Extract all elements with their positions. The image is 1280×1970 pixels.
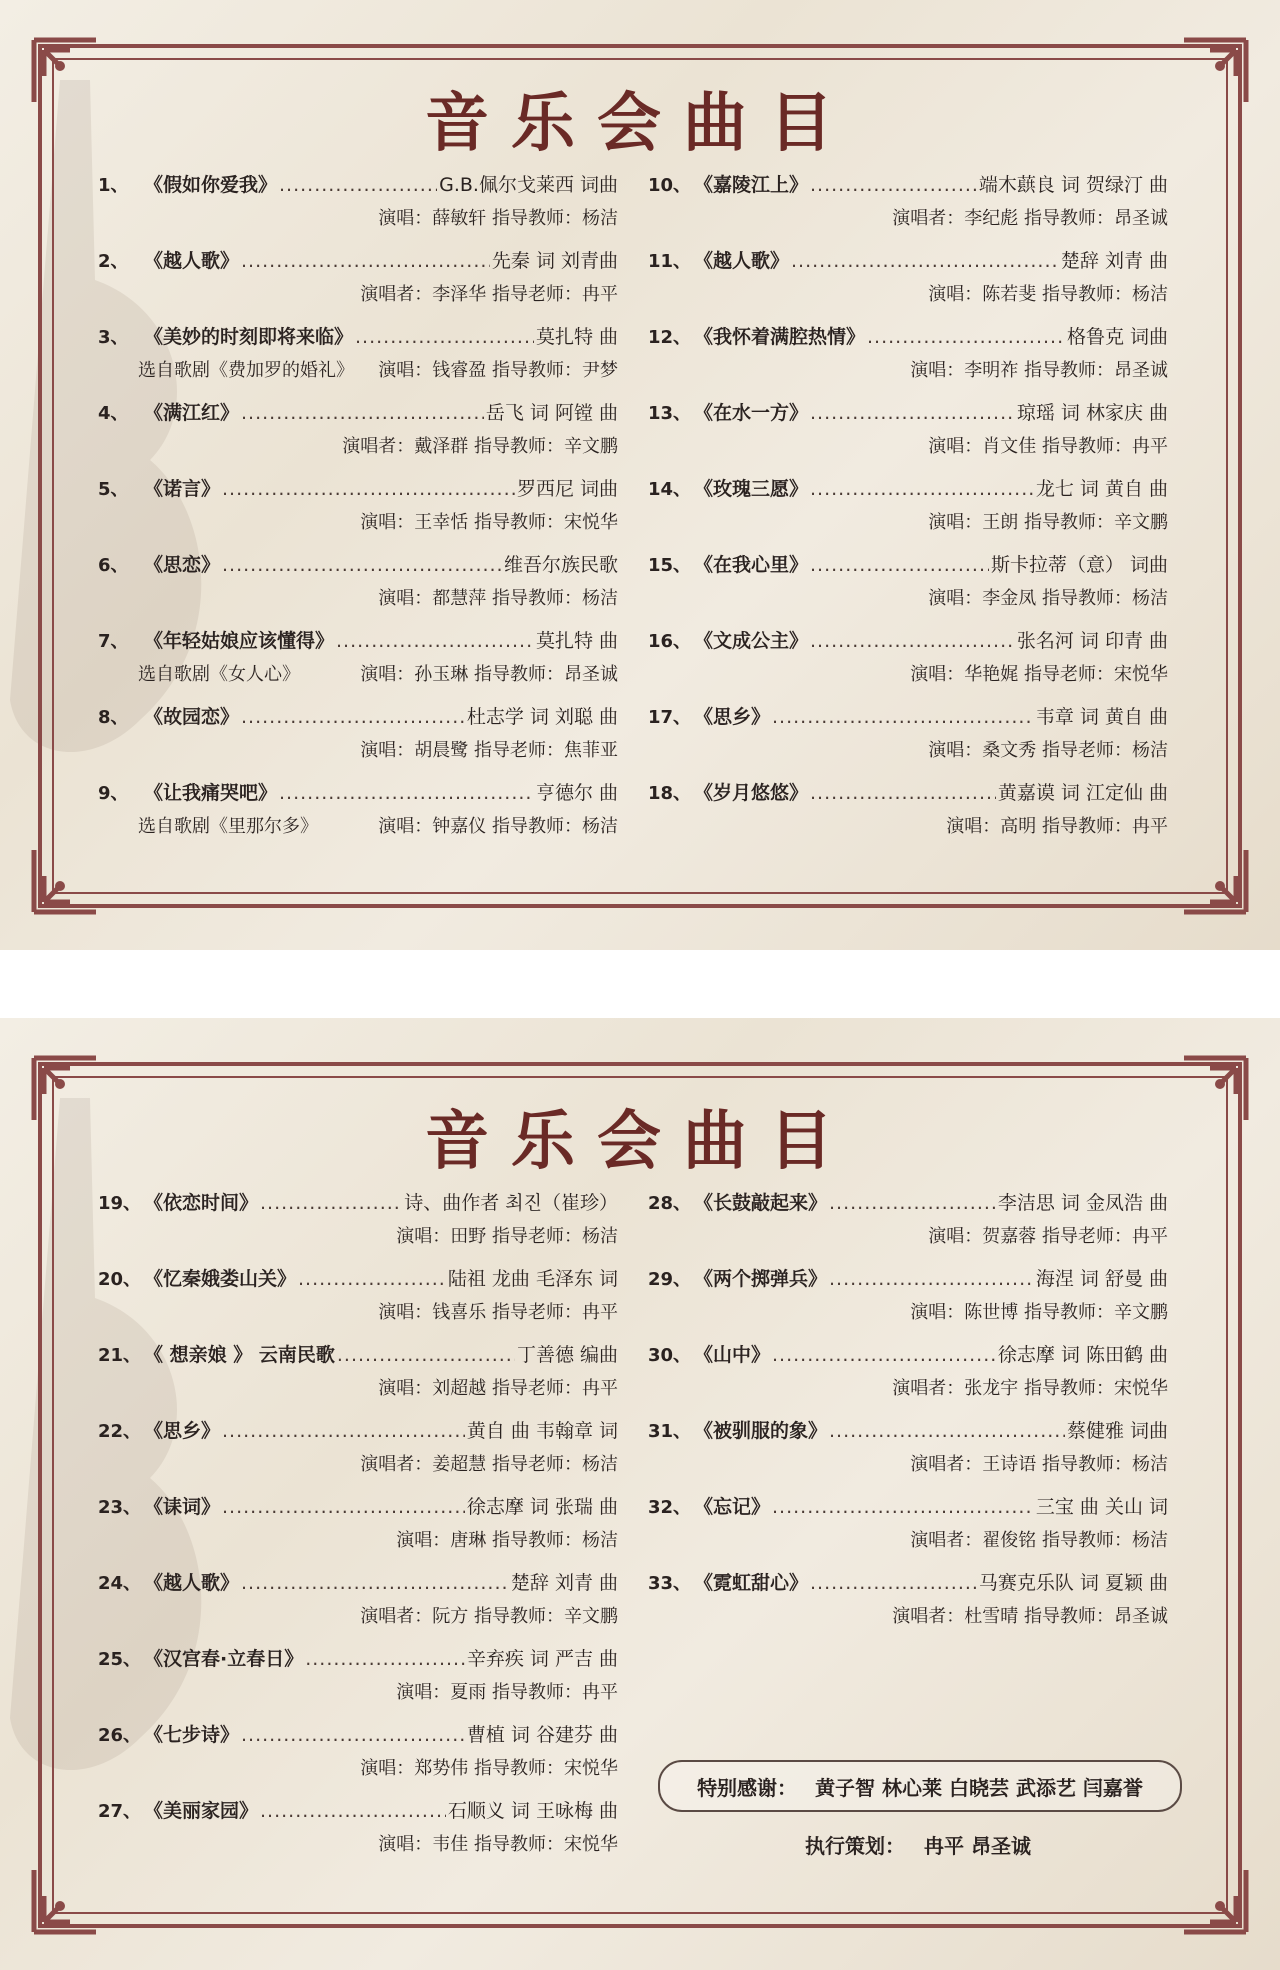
program-item [98,1492,618,1568]
planner-credit [658,1830,1178,1859]
program-item [98,398,618,474]
program-item [98,170,618,246]
performer-credit: 演唱者：李泽华 指导老师：冉平 [360,284,618,305]
song-title: 《忘记》 [694,1496,771,1518]
composer-credit: 马赛克乐队 词 夏颖 曲 [978,1572,1168,1594]
composer-credit: 徐志摩 词 张瑞 曲 [466,1496,618,1518]
item-number: 11、 [648,251,692,272]
performer-credit: 演唱：贺嘉蓉 指导老师：冉平 [928,1226,1168,1247]
song-title: 《在我心里》 [694,554,809,576]
leader-dots [829,1268,1034,1290]
composer-credit: 莫扎特 曲 [535,326,618,348]
song-title: 《假如你爱我》 [144,174,278,196]
program-item [648,398,1168,474]
item-number: 33、 [648,1573,692,1594]
composer-credit: 黄自 曲 韦翰章 词 [466,1420,618,1442]
program-item [98,778,618,854]
leader-dots [810,402,1015,424]
item-number: 28、 [648,1193,692,1214]
item-number: 21、 [98,1345,142,1366]
program-item [648,1416,1168,1492]
performer-credit: 演唱：陈若斐 指导教师：杨洁 [928,284,1168,305]
performer-credit: 演唱者：李纪彪 指导教师：昂圣诚 [892,208,1168,229]
program-item [98,322,618,398]
item-number: 15、 [648,555,692,576]
program-list-right [648,170,1168,854]
item-number: 32、 [648,1497,692,1518]
item-number: 19、 [98,1193,142,1214]
program-item [648,1340,1168,1416]
leader-dots [279,782,534,804]
composer-credit: 岳飞 词 阿镗 曲 [485,402,618,424]
item-number: 10、 [648,175,692,196]
performer-credit: 演唱：薛敏轩 指导教师：杨洁 [378,208,618,229]
program-item [98,474,618,550]
leader-dots [222,1420,465,1442]
item-number: 29、 [648,1269,692,1290]
song-title: 《忆秦娥娄山关》 [144,1268,297,1290]
composer-credit: 维吾尔族民歌 [503,554,618,576]
leader-dots [279,174,437,196]
performer-credit: 演唱者：翟俊铭 指导教师：杨洁 [910,1530,1168,1551]
composer-credit: 海涅 词 舒曼 曲 [1035,1268,1168,1290]
song-title: 《两个掷弹兵》 [694,1268,828,1290]
item-number: 31、 [648,1421,692,1442]
composer-credit: 格鲁克 词曲 [1066,326,1168,348]
item-number: 12、 [648,327,692,348]
song-title: 《 想亲娘 》 云南民歌 [144,1344,335,1366]
leader-dots [810,782,996,804]
leader-dots [772,1496,1034,1518]
composer-credit: 三宝 曲 关山 词 [1035,1496,1168,1518]
performer-credit: 演唱：李明祚 指导教师：昂圣诚 [910,360,1168,381]
program-item [98,626,618,702]
program-item [648,322,1168,398]
item-number: 2、 [98,251,129,272]
corner-ornament-icon [1180,846,1250,916]
leader-dots [260,1192,402,1214]
song-title: 《越人歌》 [144,1572,240,1594]
item-number: 14、 [648,479,692,500]
program-item [98,1188,618,1264]
item-number: 25、 [98,1649,142,1670]
song-title: 《诺言》 [144,478,221,500]
performer-credit: 演唱者：戴泽群 指导教师：辛文鹏 [342,436,618,457]
leader-dots [810,1572,977,1594]
program-item [98,702,618,778]
song-title: 《文成公主》 [694,630,809,652]
song-title: 《诔词》 [144,1496,221,1518]
performer-credit: 演唱：唐琳 指导教师：杨洁 [396,1530,618,1551]
song-title: 《被驯服的象》 [694,1420,828,1442]
leader-dots [772,1344,996,1366]
leader-dots [222,478,515,500]
item-number: 23、 [98,1497,142,1518]
composer-credit: 楚辞 刘青 曲 [1060,250,1168,272]
planner-names: 冉平 昂圣诚 [924,1834,1031,1858]
opera-source: 选自歌剧《里那尔多》 [138,816,318,837]
item-number: 16、 [648,631,692,652]
song-title: 《七步诗》 [144,1724,240,1746]
opera-source: 选自歌剧《女人心》 [138,664,300,685]
composer-credit: 张名河 词 印青 曲 [1016,630,1168,652]
composer-credit: 辛弃疾 词 严吉 曲 [466,1648,618,1670]
item-number: 17、 [648,707,692,728]
item-number: 3、 [98,327,129,348]
composer-credit: 曹植 词 谷建芬 曲 [466,1724,618,1746]
program-item [98,1568,618,1644]
leader-dots [336,630,534,652]
leader-dots [241,706,465,728]
performer-credit: 演唱：钱喜乐 指导老师：冉平 [378,1302,618,1323]
program-item [98,1720,618,1796]
item-number: 4、 [98,403,129,424]
performer-credit: 演唱：都慧萍 指导教师：杨洁 [378,588,618,609]
program-item [648,626,1168,702]
composer-credit: 先秦 词 刘青曲 [491,250,618,272]
performer-credit: 演唱：孙玉琳 指导教师：昂圣诚 [360,664,618,685]
leader-dots [241,250,490,272]
program-item [98,1796,618,1872]
item-number: 24、 [98,1573,142,1594]
performer-credit: 演唱者：姜超慧 指导老师：杨洁 [360,1454,618,1475]
program-list-left [98,1188,618,1872]
song-title: 《嘉陵江上》 [694,174,809,196]
song-title: 《越人歌》 [694,250,790,272]
item-number: 30、 [648,1345,692,1366]
program-item [98,550,618,626]
performer-credit: 演唱：胡晨鹭 指导老师：焦菲亚 [360,740,618,761]
page-title: 音乐会曲目 [425,86,855,161]
program-list-left [98,170,618,854]
performer-credit: 演唱：刘超越 指导老师：冉平 [378,1378,618,1399]
composer-credit: 石顺义 词 王咏梅 曲 [447,1800,618,1822]
program-page-1 [0,0,1280,950]
song-title: 《汉宫春·立春日》 [144,1648,304,1670]
song-title: 《年轻姑娘应该懂得》 [144,630,335,652]
leader-dots [337,1344,515,1366]
program-item [648,1568,1168,1644]
composer-credit: 莫扎特 曲 [535,630,618,652]
performer-credit: 演唱：钟嘉仪 指导教师：杨洁 [378,816,618,837]
corner-ornament-icon [1180,1866,1250,1936]
performer-credit: 演唱：陈世博 指导教师：辛文鹏 [910,1302,1168,1323]
composer-credit: 罗西尼 词曲 [516,478,618,500]
song-title: 《我怀着满腔热情》 [694,326,866,348]
performer-credit: 演唱者：阮方 指导教师：辛文鹏 [360,1606,618,1627]
performer-credit: 演唱者：杜雪晴 指导教师：昂圣诚 [892,1606,1168,1627]
item-number: 26、 [98,1725,142,1746]
composer-credit: 蔡健雅 词曲 [1066,1420,1168,1442]
performer-credit: 演唱：华艳娓 指导老师：宋悦华 [910,664,1168,685]
song-title: 《霓虹甜心》 [694,1572,809,1594]
item-number: 7、 [98,631,129,652]
composer-credit: 陆祖 龙曲 毛泽东 词 [447,1268,618,1290]
leader-dots [222,1496,465,1518]
leader-dots [772,706,1034,728]
thanks-names: 黄子智 林心莱 白晓芸 武添艺 闫嘉誉 [815,1775,1143,1800]
song-title: 《山中》 [694,1344,771,1366]
leader-dots [829,1420,1065,1442]
program-item [98,1264,618,1340]
program-item [648,474,1168,550]
performer-credit: 演唱：韦佳 指导教师：宋悦华 [378,1834,618,1855]
program-item [98,1644,618,1720]
song-title: 《长鼓敲起来》 [694,1192,828,1214]
leader-dots [241,1724,465,1746]
leader-dots [260,1800,446,1822]
program-page-2 [0,1018,1280,1970]
song-title: 《思乡》 [694,706,771,728]
performer-credit: 演唱：肖文佳 指导教师：冉平 [928,436,1168,457]
opera-source: 选自歌剧《费加罗的婚礼》 [138,360,354,381]
item-number: 18、 [648,783,692,804]
leader-dots [305,1648,465,1670]
special-thanks-banner [658,1760,1182,1812]
composer-credit: 楚辞 刘青 曲 [510,1572,618,1594]
performer-credit: 演唱：王幸恬 指导教师：宋悦华 [360,512,618,533]
song-title: 《依恋时间》 [144,1192,259,1214]
song-title: 《美妙的时刻即将来临》 [144,326,354,348]
performer-credit: 演唱：钱睿盈 指导教师：尹梦 [378,360,618,381]
performer-credit: 演唱：田野 指导老师：杨洁 [396,1226,618,1247]
program-item [648,246,1168,322]
composer-credit: 端木蕻良 词 贺绿汀 曲 [978,174,1168,196]
item-number: 1、 [98,175,129,196]
leader-dots [241,1572,509,1594]
program-item [98,246,618,322]
composer-credit: 丁善德 编曲 [516,1344,618,1366]
program-list-right [648,1188,1168,1644]
program-item [648,1492,1168,1568]
composer-credit: 徐志摩 词 陈田鹤 曲 [997,1344,1168,1366]
planner-label: 执行策划： [805,1834,906,1858]
program-item [98,1340,618,1416]
leader-dots [222,554,502,576]
program-item [648,1264,1168,1340]
composer-credit: 亨德尔 曲 [535,782,618,804]
composer-credit: 黄嘉谟 词 江定仙 曲 [997,782,1168,804]
program-item [648,170,1168,246]
item-number: 6、 [98,555,129,576]
performer-credit: 演唱：高明 指导教师：冉平 [946,816,1168,837]
thanks-label: 特别感谢： [697,1775,798,1800]
composer-credit: G.B.佩尔戈莱西 词曲 [439,174,618,196]
performer-credit: 演唱：夏雨 指导教师：冉平 [396,1682,618,1703]
composer-credit: 琼瑶 词 林家庆 曲 [1016,402,1168,424]
performer-credit: 演唱：王朗 指导教师：辛文鹏 [928,512,1168,533]
song-title: 《在水一方》 [694,402,809,424]
performer-credit: 演唱：桑文秀 指导老师：杨洁 [928,740,1168,761]
program-item [648,1188,1168,1264]
performer-credit: 演唱者：王诗语 指导教师：杨洁 [910,1454,1168,1475]
item-number: 20、 [98,1269,142,1290]
song-title: 《让我痛哭吧》 [144,782,278,804]
composer-credit: 杜志学 词 刘聪 曲 [466,706,618,728]
leader-dots [867,326,1065,348]
program-item [648,550,1168,626]
item-number: 13、 [648,403,692,424]
composer-credit: 龙七 词 黄自 曲 [1035,478,1168,500]
corner-ornament-icon [30,1866,100,1936]
song-title: 《思乡》 [144,1420,221,1442]
song-title: 《玫瑰三愿》 [694,478,809,500]
song-title: 《思恋》 [144,554,221,576]
song-title: 《美丽家园》 [144,1800,259,1822]
leader-dots [791,250,1059,272]
corner-ornament-icon [30,846,100,916]
composer-credit: 韦章 词 黄自 曲 [1035,706,1168,728]
item-number: 5、 [98,479,129,500]
program-item [98,1416,618,1492]
program-item [648,702,1168,778]
leader-dots [355,326,534,348]
leader-dots [810,174,977,196]
program-item [648,778,1168,854]
performer-credit: 演唱：李金凤 指导教师：杨洁 [928,588,1168,609]
leader-dots [810,554,989,576]
performer-credit: 演唱者：张龙宇 指导教师：宋悦华 [892,1378,1168,1399]
leader-dots [298,1268,446,1290]
composer-credit: 李洁思 词 金凤浩 曲 [997,1192,1168,1214]
item-number: 27、 [98,1801,142,1822]
leader-dots [810,478,1034,500]
song-title: 《岁月悠悠》 [694,782,809,804]
song-title: 《满江红》 [144,402,240,424]
composer-credit: 诗、曲作者 최진（崔珍） [404,1192,618,1214]
item-number: 9、 [98,783,129,804]
performer-credit: 演唱：郑势伟 指导教师：宋悦华 [360,1758,618,1779]
leader-dots [241,402,484,424]
item-number: 8、 [98,707,129,728]
item-number: 22、 [98,1421,142,1442]
page-title: 音乐会曲目 [425,1104,855,1179]
song-title: 《故园恋》 [144,706,240,728]
leader-dots [829,1192,996,1214]
composer-credit: 斯卡拉蒂（意） 词曲 [990,554,1168,576]
leader-dots [810,630,1015,652]
song-title: 《越人歌》 [144,250,240,272]
